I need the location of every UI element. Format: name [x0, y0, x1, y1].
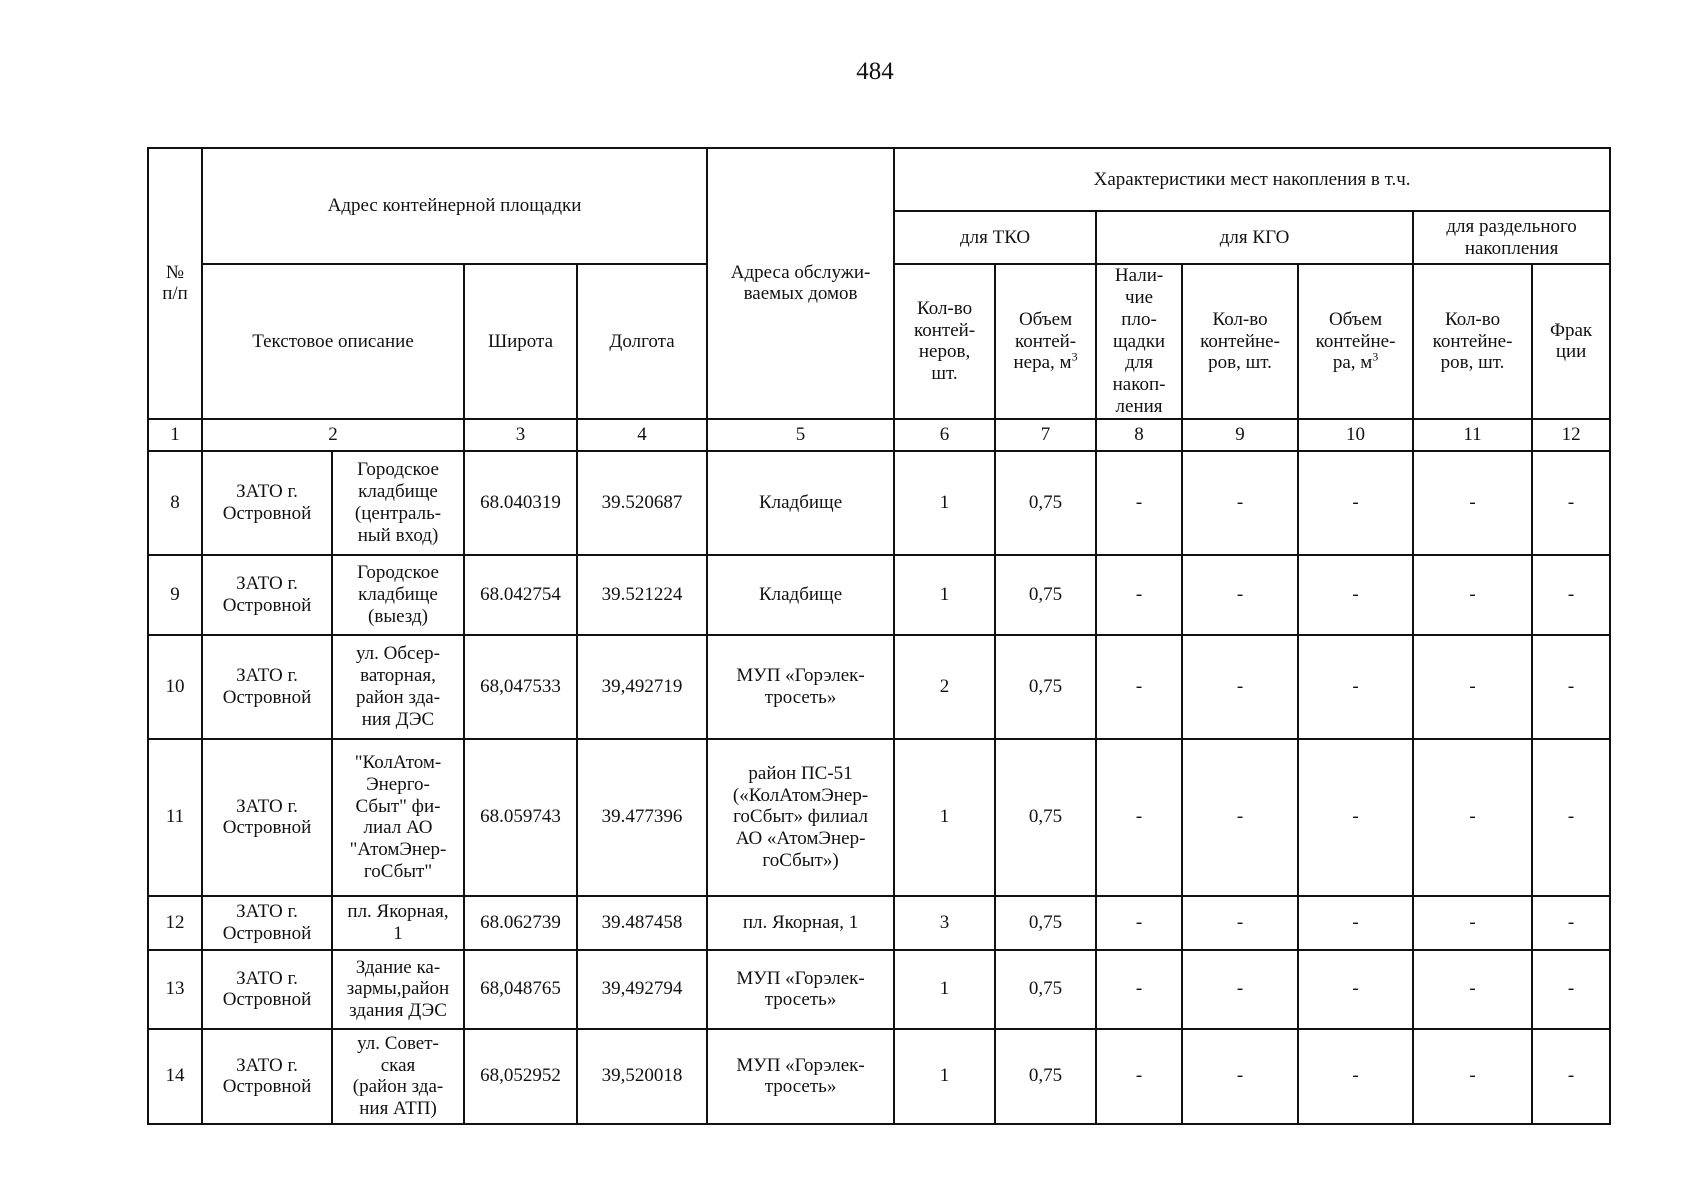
row-desc: ул. Совет- ская (район зда- ния АТП) [332, 1029, 464, 1124]
row-sep-count: - [1413, 739, 1532, 896]
header-homes: Адреса обслужи- ваемых домов [707, 148, 894, 419]
row-sep-fractions: - [1532, 451, 1610, 555]
page-number: 484 [856, 58, 894, 85]
row-tko-count: 1 [894, 739, 995, 896]
column-number: 1 [148, 419, 202, 451]
header-separate: для раздельного накопления [1413, 211, 1610, 264]
column-number: 12 [1532, 419, 1610, 451]
row-tko-count: 2 [894, 635, 995, 739]
row-lon: 39,492719 [577, 635, 707, 739]
header-tko-volume: Объем контей- нера, $м^3$ [995, 264, 1096, 419]
row-lat: 68,048765 [464, 950, 577, 1029]
header-row-1 [148, 148, 1610, 211]
row-desc: Городское кладбище (централь- ный вход) [332, 451, 464, 555]
row-kgo-count: - [1182, 555, 1298, 635]
row-kgo-volume: - [1298, 555, 1413, 635]
row-sep-fractions: - [1532, 555, 1610, 635]
row-num: 10 [148, 635, 202, 739]
row-lat: 68.062739 [464, 896, 577, 950]
row-homes: Кладбище [707, 451, 894, 555]
row-lat: 68,052952 [464, 1029, 577, 1124]
row-desc: Здание ка- зармы,район здания ДЭС [332, 950, 464, 1029]
header-sep-count: Кол-во контейне- ров, шт. [1413, 264, 1532, 419]
row-place: ЗАТО г. Островной [202, 635, 332, 739]
row-sep-fractions: - [1532, 739, 1610, 896]
column-number: 11 [1413, 419, 1532, 451]
row-lat: 68,047533 [464, 635, 577, 739]
row-desc: пл. Якорная, 1 [332, 896, 464, 950]
table-row [148, 451, 1610, 555]
column-number: 6 [894, 419, 995, 451]
row-kgo-site: - [1096, 950, 1182, 1029]
row-kgo-count: - [1182, 451, 1298, 555]
row-desc: "КолАтом- Энерго- Сбыт" фи- лиал АО "АтомЭнер- гоСбыт" [332, 739, 464, 896]
row-num: 13 [148, 950, 202, 1029]
row-kgo-site: - [1096, 896, 1182, 950]
row-tko-count: 3 [894, 896, 995, 950]
row-sep-fractions: - [1532, 635, 1610, 739]
column-number: 5 [707, 419, 894, 451]
row-sep-fractions: - [1532, 950, 1610, 1029]
row-desc: Городское кладбище (выезд) [332, 555, 464, 635]
table-row [148, 950, 1610, 1029]
row-sep-count: - [1413, 635, 1532, 739]
header-lat: Широта [464, 264, 577, 419]
row-lon: 39.521224 [577, 555, 707, 635]
row-tko-volume: 0,75 [995, 739, 1096, 896]
row-homes: пл. Якорная, 1 [707, 896, 894, 950]
row-place: ЗАТО г. Островной [202, 1029, 332, 1124]
row-homes: МУП «Горэлек- тросеть» [707, 950, 894, 1029]
column-number: 9 [1182, 419, 1298, 451]
row-kgo-count: - [1182, 950, 1298, 1029]
row-tko-count: 1 [894, 555, 995, 635]
table-row [148, 896, 1610, 950]
row-lon: 39,492794 [577, 950, 707, 1029]
row-num: 8 [148, 451, 202, 555]
column-number: 3 [464, 419, 577, 451]
header-kgo-count: Кол-во контейне- ров, шт. [1182, 264, 1298, 419]
row-kgo-volume: - [1298, 739, 1413, 896]
row-kgo-volume: - [1298, 896, 1413, 950]
row-num: 12 [148, 896, 202, 950]
header-kgo-site: Нали- чие пло- щадки для накоп- ления [1096, 264, 1182, 419]
row-kgo-site: - [1096, 555, 1182, 635]
row-homes: МУП «Горэлек- тросеть» [707, 635, 894, 739]
column-number: 4 [577, 419, 707, 451]
row-tko-count: 1 [894, 451, 995, 555]
row-lon: 39.520687 [577, 451, 707, 555]
table-row [148, 555, 1610, 635]
row-sep-count: - [1413, 451, 1532, 555]
column-number: 10 [1298, 419, 1413, 451]
row-place: ЗАТО г. Островной [202, 739, 332, 896]
header-num: № п/п [148, 148, 202, 419]
row-kgo-count: - [1182, 1029, 1298, 1124]
row-kgo-site: - [1096, 739, 1182, 896]
row-kgo-count: - [1182, 635, 1298, 739]
row-place: ЗАТО г. Островной [202, 555, 332, 635]
header-lon: Долгота [577, 264, 707, 419]
row-sep-count: - [1413, 950, 1532, 1029]
header-address: Адрес контейнерной площадки [202, 148, 707, 264]
row-sep-fractions: - [1532, 1029, 1610, 1124]
header-tko-count: Кол-во контей- неров, шт. [894, 264, 995, 419]
row-lon: 39.487458 [577, 896, 707, 950]
row-lon: 39,520018 [577, 1029, 707, 1124]
column-number: 8 [1096, 419, 1182, 451]
row-homes: район ПС-51 («КолАтомЭнер- гоСбыт» филиал АО «АтомЭнер- гоСбыт») [707, 739, 894, 896]
container-sites-table [147, 147, 1611, 1125]
header-sep-fractions: Фрак ции [1532, 264, 1610, 419]
row-kgo-count: - [1182, 896, 1298, 950]
row-tko-volume: 0,75 [995, 555, 1096, 635]
row-sep-count: - [1413, 1029, 1532, 1124]
column-numbers-row [148, 419, 1610, 451]
header-text-desc: Текстовое описание [202, 264, 464, 419]
row-lat: 68.059743 [464, 739, 577, 896]
row-kgo-site: - [1096, 1029, 1182, 1124]
row-num: 9 [148, 555, 202, 635]
row-tko-volume: 0,75 [995, 1029, 1096, 1124]
header-characteristics: Характеристики мест накопления в т.ч. [894, 148, 1610, 211]
row-kgo-volume: - [1298, 451, 1413, 555]
header-kgo-volume: Объем контейне- ра, $м^3$ [1298, 264, 1413, 419]
row-tko-count: 1 [894, 950, 995, 1029]
row-lat: 68.040319 [464, 451, 577, 555]
row-sep-count: - [1413, 555, 1532, 635]
row-tko-volume: 0,75 [995, 451, 1096, 555]
row-place: ЗАТО г. Островной [202, 451, 332, 555]
row-lat: 68.042754 [464, 555, 577, 635]
column-number: 7 [995, 419, 1096, 451]
row-tko-volume: 0,75 [995, 635, 1096, 739]
table-row [148, 739, 1610, 896]
table-row [148, 1029, 1610, 1124]
row-place: ЗАТО г. Островной [202, 896, 332, 950]
row-sep-fractions: - [1532, 896, 1610, 950]
row-place: ЗАТО г. Островной [202, 950, 332, 1029]
row-kgo-volume: - [1298, 635, 1413, 739]
header-tko: для ТКО [894, 211, 1096, 264]
row-tko-volume: 0,75 [995, 950, 1096, 1029]
row-num: 11 [148, 739, 202, 896]
column-number: 2 [202, 419, 464, 451]
row-kgo-volume: - [1298, 950, 1413, 1029]
row-sep-count: - [1413, 896, 1532, 950]
row-kgo-site: - [1096, 635, 1182, 739]
row-homes: МУП «Горэлек- тросеть» [707, 1029, 894, 1124]
row-lon: 39.477396 [577, 739, 707, 896]
row-num: 14 [148, 1029, 202, 1124]
row-kgo-site: - [1096, 451, 1182, 555]
row-homes: Кладбище [707, 555, 894, 635]
row-tko-count: 1 [894, 1029, 995, 1124]
row-kgo-volume: - [1298, 1029, 1413, 1124]
row-kgo-count: - [1182, 739, 1298, 896]
row-desc: ул. Обсер- ваторная, район зда- ния ДЭС [332, 635, 464, 739]
table-row [148, 635, 1610, 739]
header-kgo: для КГО [1096, 211, 1413, 264]
row-tko-volume: 0,75 [995, 896, 1096, 950]
